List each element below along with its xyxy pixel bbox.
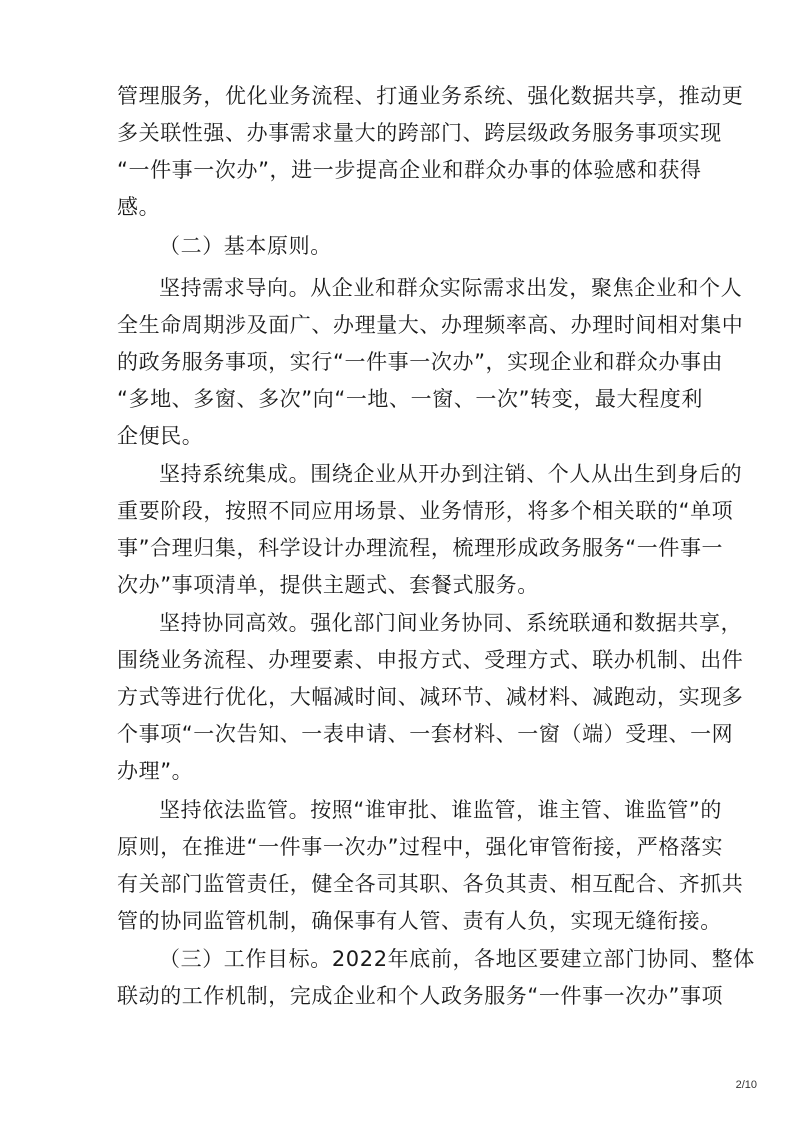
text-line — [117, 309, 743, 341]
text-line — [117, 681, 743, 713]
line-text: “多地、多窗、多次”向“一地、一窗、一次”转变，最大程度利 — [117, 387, 703, 411]
line-text: 办理”。 — [117, 759, 194, 783]
heading-lead: （三）工作目标。 — [159, 947, 332, 971]
line-text: 管理服务，优化业务流程、打通业务系统、强化数据共享，推动更 — [117, 84, 744, 108]
text-line — [117, 346, 723, 378]
text-line — [117, 495, 733, 527]
section-heading — [159, 230, 332, 262]
text-line — [117, 980, 723, 1012]
line-text: 管的协同监管机制，确保事有人管、责有人负，实现无缝衔接。 — [117, 909, 722, 933]
line-text: 的政务服务事项，实行“一件事一次办”，实现企业和群众办事由 — [117, 350, 724, 374]
line-text: 全生命周期涉及面广、办理量大、办理频率高、办理时间相对集中 — [117, 313, 744, 337]
line-text: 个事项“一次告知、一表申请、一套材料、一窗（端）受理、一网 — [117, 722, 734, 746]
text-line — [117, 80, 743, 112]
paragraph-first-line — [159, 458, 742, 490]
line-text: 围绕企业从开办到注销、个人从出生到身后的 — [310, 462, 743, 486]
text-line — [117, 532, 723, 564]
paragraph-first-line — [159, 943, 755, 975]
line-text: 有关部门监管责任，健全各司其职、各负其责、相互配合、齐抓共 — [117, 872, 744, 896]
line-text: 事”合理归集，科学设计办理流程，梳理形成政务服务“一件事一 — [117, 536, 724, 560]
paragraph-first-line — [159, 272, 742, 304]
paragraph-lead: 坚持依法监管。 — [159, 798, 311, 822]
line-text: 感。 — [117, 195, 161, 219]
text-line — [117, 569, 539, 601]
paragraph-lead: 坚持需求导向。 — [159, 276, 311, 300]
line-text: 重要阶段，按照不同应用场景、业务情形，将多个相关联的“单项 — [117, 499, 734, 523]
text-line — [117, 117, 722, 149]
paragraph-first-line — [159, 607, 742, 639]
paragraph-lead: 坚持系统集成。 — [159, 462, 311, 486]
line-text: 多关联性强、办事需求量大的跨部门、跨层级政务服务事项实现 — [117, 121, 722, 145]
line-text: 按照“谁审批、谁监管，谁主管、谁监管”的 — [310, 798, 722, 822]
text-line — [117, 831, 723, 863]
heading-lead: （二）基本原则。 — [159, 234, 332, 258]
text-line — [117, 154, 702, 186]
text-line — [117, 718, 733, 750]
text-line — [117, 420, 203, 452]
text-line — [117, 868, 743, 900]
text-line — [117, 755, 193, 787]
line-text: 联动的工作机制，完成企业和个人政务服务“一件事一次办”事项 — [117, 984, 724, 1008]
paragraph-first-line — [159, 794, 722, 826]
text-line — [117, 191, 160, 223]
text-line — [117, 905, 722, 937]
line-text: 2022年底前，各地区要建立部门协同、整体 — [331, 947, 755, 971]
line-text: 强化部门间业务协同、系统联通和数据共享， — [310, 611, 743, 635]
line-text: 原则，在推进“一件事一次办”过程中，强化审管衔接，严格落实 — [117, 835, 724, 859]
line-text: “一件事一次办”，进一步提高企业和群众办事的体验感和获得 — [117, 158, 702, 182]
text-line — [117, 383, 703, 415]
page-number: 2/10 — [735, 1079, 757, 1091]
line-text: 从企业和群众实际需求出发，聚焦企业和个人 — [310, 276, 743, 300]
text-line — [117, 644, 743, 676]
line-text: 围绕业务流程、办理要素、申报方式、受理方式、联办机制、出件 — [117, 648, 744, 672]
line-text: 方式等进行优化，大幅减时间、减环节、减材料、减跑动，实现多 — [117, 685, 744, 709]
paragraph-lead: 坚持协同高效。 — [159, 611, 311, 635]
line-text: 次办”事项清单，提供主题式、套餐式服务。 — [117, 573, 539, 597]
line-text: 企便民。 — [117, 424, 204, 448]
